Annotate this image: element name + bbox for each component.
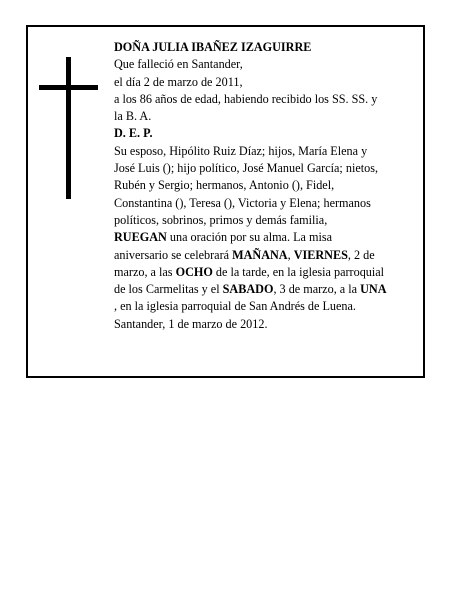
family-line-1: Su esposo, Hipólito Ruiz Díaz; hijos, María Elena y <box>114 143 368 158</box>
intro-line-1: Que falleció en Santander, <box>114 57 243 72</box>
mass-line-1-start: aniversario se celebrará <box>114 247 233 262</box>
cross-icon-vertical <box>66 57 71 199</box>
obituary-notice <box>26 25 425 378</box>
ocho-word: OCHO <box>175 264 213 279</box>
mass-line-2-start: marzo, a las <box>114 264 176 279</box>
mass-line-2-end: de la tarde, en la iglesia parroquial <box>212 264 385 279</box>
mass-line-1-end: , 2 de <box>347 247 375 262</box>
viernes-word: VIERNES <box>293 247 348 262</box>
cross-icon-horizontal <box>39 85 98 90</box>
intro-line-2: el día 2 de marzo de 2011, <box>114 74 243 89</box>
mass-line-1 <box>114 247 422 264</box>
mass-line-2 <box>114 264 422 281</box>
family-line-2: José Luis (); hijo político, José Manuel García; nietos, <box>114 161 379 176</box>
closing-line: Santander, 1 de marzo de 2012. <box>114 316 268 331</box>
intro-line-3: a los 86 años de edad, habiendo recibido los SS. SS. y <box>114 91 378 106</box>
ruegan-line <box>114 229 422 246</box>
intro-line-4: la B. A. <box>114 109 152 124</box>
sabado-word: SABADO <box>222 282 274 297</box>
mass-line-3 <box>114 281 422 298</box>
notice-text <box>114 39 422 333</box>
mass-line-4: , en la iglesia parroquial de San Andrés de Luena. <box>114 299 356 314</box>
una-word: UNA <box>360 282 387 297</box>
family-line-5: políticos, sobrinos, primos y demás familia, <box>114 212 328 227</box>
family-line-3: Rubén y Sergio; hermanos, Antonio (), Fidel, <box>114 178 335 193</box>
mass-line-3-mid: , 3 de marzo, a la <box>273 282 361 297</box>
deceased-name: DOÑA JULIA IBAÑEZ IZAGUIRRE <box>114 40 312 54</box>
ruegan-rest: una oración por su alma. La misa <box>166 230 332 245</box>
mass-line-3-start: de los Carmelitas y el <box>114 282 223 297</box>
dep-line: D. E. P. <box>114 126 153 141</box>
comma-space: , <box>287 247 294 262</box>
family-line-4: Constantina (), Teresa (), Victoria y Elena; hermanos <box>114 195 371 210</box>
manana-word: MAÑANA <box>232 247 288 262</box>
ruegan-word: RUEGAN <box>114 230 167 245</box>
